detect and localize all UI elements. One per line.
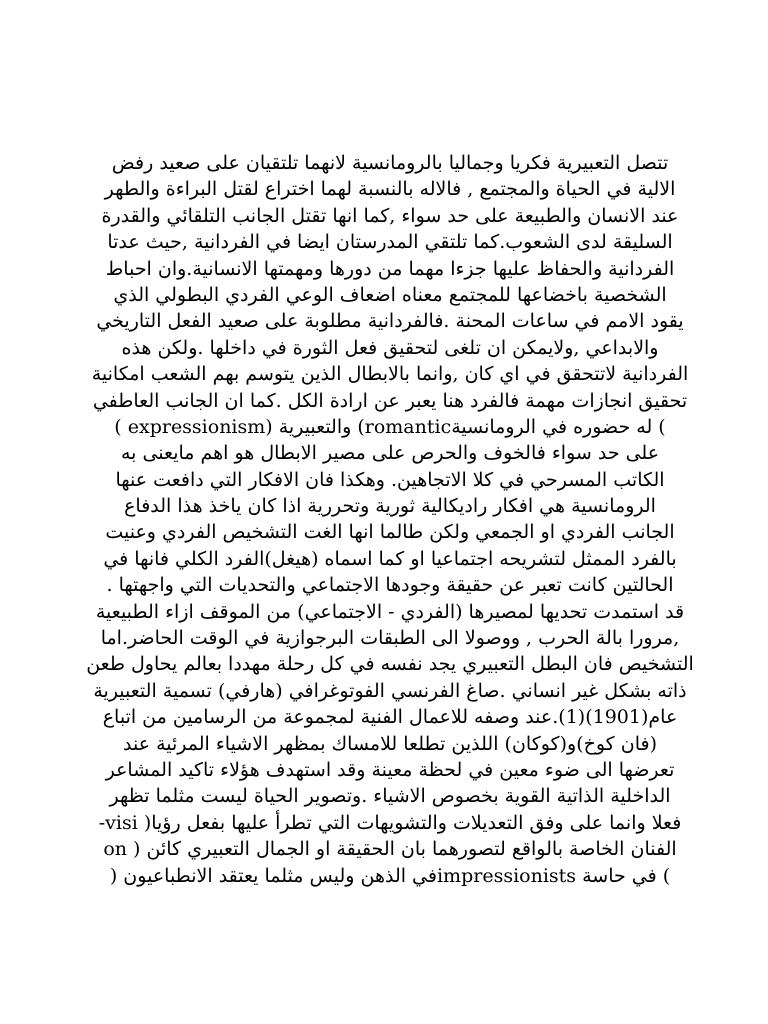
text-line: عند الانسان والطبيعة على حد سواء ,كما انها تقتل الجانب التلقائي والقدرة [101,204,679,227]
text-line: ( expressionism) والتعبيرية (romanticله حضوره في الرومانسية ( [114,415,666,438]
text-line: الكاتب المسرحي في كلا الاتجاهين. وهكذا فان الافكار التي دافعت عنها [115,468,665,491]
text-line: ذاته بشكل غير انساني .صاغ الفرنسي الفوتوغرافي (هارفي) تسمية التعبيرية [93,679,687,702]
body-text [80,150,700,889]
text-line: على حد سواء فالخوف والحرص على مصير الابطال هو اهم مايعنى به [120,442,660,465]
text-line: عام(1901)(1).عند وصفه للاعمال الفنية لمجموعة من الرسامين من اتباع [102,706,678,729]
text-line: الجانب الفردي او الجمعي ولكن طالما انها الغت التشخيص الفردي وعنيت [105,521,675,544]
text-line: ) في حاسة impressionistsفي الذهن وليس مثلما يعتقد الانطباعيون ( [109,864,671,887]
text-line: الفردانية لاتتحقق في اي كان ,وانما بالابطال الذين يتوسم بهم الشعب امكانية [91,363,689,386]
text-line: الحالتين كانت تعبر عن حقيقة وجودها الاجتماعي والتحديات التي واجهتها . [106,574,674,597]
text-line: الفردانية والحفاظ عليها جزءا مهما من دورها ومهمتها الانسانية.وان احباط [105,257,675,280]
text-line: قد استمدت تحديها لمصيرها (الفردي - الاجتماعي) من الموقف ازاء الطبيعية [95,600,685,623]
text-line: السليقة لدى الشعوب.كما تلتقي المدرستان ايضا في الفردانية ,حيث عدتا [107,231,673,254]
text-line: الشخصية باخضاعها للمجتمع معناه اضعاف الوعي الفردي البطولي الذي [113,283,667,306]
text-line: تعرضها الى ضوء معين في لحظة معينة وقد استهدف هؤلاء تاكيد المشاعر [105,758,675,781]
text-line: (فان كوخ)و(كوكان) اللذين تطلعا للامساك بمظهر الاشياء المرئية عند [122,732,658,755]
text-line: فعلا وانما على وفق التعديلات والتشويهات التي تطرأ عليها بفعل رؤيا( visi- [98,811,682,834]
text-line: يقود الامم في ساعات المحنة .فالفردانية مطلوبة على صعيد الفعل التاريخي [96,310,684,333]
text-line: تحقيق انجازات مهمة فالفرد هنا يعبر عن ارادة الكل .كما ان الجانب العاطفي [92,389,688,412]
text-line: ,مرورا بالة الحرب , ووصولا الى الطبقات البرجوازية في الوقت الحاضر.اما [100,627,680,650]
text-line: الالية في الحياة والمجتمع , فالاله بالنسبة لهما اختراع لقتل البراءة والطهر [104,178,676,201]
text-line: التشخيص فان البطل التعبيري يجد نفسه في كل رحلة مهددا بعالم يحاول طعن [86,653,694,676]
text-line: تتصل التعبيرية فكريا وجماليا بالرومانسية لانهما تلتقيان على صعيد رفض [111,152,669,174]
text-line: on ) الفنان الخاصة بالواقع لتصورهما بان الحقيقة او الجمال التعبيري كائن [103,838,677,861]
text-line: بالفرد الممثل لتشريحه اجتماعيا او كما اسماه (هيغل)الفرد الكلي فانها في [103,547,677,570]
text-line: الرومانسية هي افكار راديكالية ثورية وتحررية اذا كان ياخذ هذا الدفاع [124,495,656,518]
text-line: والابداعي ,ولايمكن ان تلغى لتحقيق فعل الثورة في داخلها .ولكن هذه [121,336,659,359]
text-line: الداخلية الذاتية القوية بخصوص الاشياء .وتصوير الحياة ليست مثلما تظهر [109,785,671,808]
